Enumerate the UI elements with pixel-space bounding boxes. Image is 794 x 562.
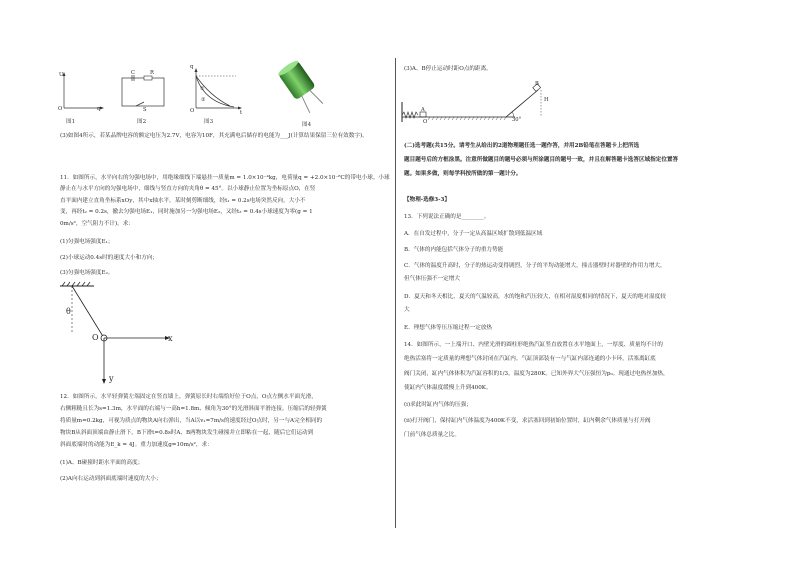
pendulum-y-axis: y bbox=[109, 374, 114, 383]
section-title: 【物理-选修3-3】 bbox=[404, 197, 450, 203]
q14-line: 14．如图所示，一上端开口、内壁光滑的圆柱形绝热汽缸竖直放置在水平地面上，一厚度、质量均不计的 bbox=[404, 342, 663, 348]
q14-line: 门前气体总质量之比。 bbox=[404, 432, 460, 438]
fig4-caption: 图4 bbox=[302, 122, 312, 128]
figure-1-graph bbox=[58, 70, 118, 120]
fig1-y-label: U bbox=[59, 72, 64, 78]
figure-3-graph bbox=[190, 66, 250, 116]
slope-label-o: O bbox=[423, 119, 428, 125]
q11-line: 变，再经t₂ = 0.2s，撤去匀强电场E₁，同时施加另一匀强电场E₂，又经t₃ = 0.4s小球速度为零(g = 1 bbox=[60, 209, 313, 215]
fig3-curve-2: ② bbox=[201, 97, 206, 103]
q11-line: 0m/s²，空气阻力不计)。求： bbox=[60, 221, 134, 227]
q13-option: E．理想气体等压压缩过程一定放热 bbox=[404, 325, 492, 331]
pendulum-origin: O bbox=[92, 333, 99, 342]
q12-line: 将质量m=0.2kg，可视为质点的物块A向右弹出，当A以v₁=7m/s的速度经过O点时，另一与A完全相同的 bbox=[60, 418, 323, 424]
elective-instruction: 题。如果多做，则每学科按所做的第一题计分。 bbox=[404, 171, 522, 177]
q14-line: (i)求此时缸内气体的压强； bbox=[404, 402, 472, 408]
slope-angle: 30° bbox=[512, 117, 522, 123]
q14-line: 使缸内气体温度缓慢上升到400K。 bbox=[404, 385, 492, 391]
q13-option: 大 bbox=[404, 307, 410, 313]
fig1-origin: O bbox=[58, 106, 63, 112]
fig2-c-label: C bbox=[131, 70, 135, 76]
fig3-y-label: q bbox=[190, 64, 194, 70]
q13-option: C．气体的温度升高时，分子的热运动变得剧烈，分子的平均动能增大，撞击器壁时对器壁的作用力增大， bbox=[404, 263, 666, 269]
q12-line: (1)A、B碰撞时距水平面的高度； bbox=[60, 460, 144, 466]
q14-line: 阀门关闭，缸内气体体积为汽缸容积的1/3，温度为280K。已知外界大气压强恒为p₀。现通过电热丝加热， bbox=[404, 371, 669, 377]
fig2-r-label: R bbox=[150, 70, 154, 76]
q13-stem: 13．下列说法正确的是________。 bbox=[404, 214, 490, 220]
fig3-origin: O bbox=[190, 108, 195, 114]
q14-line: (ii)打开阀门，保持缸内气体温度为400K不变，求活塞回到初始位置时，缸内剩余气体质量与打开阀 bbox=[404, 418, 651, 424]
q13-option: B．气体的内能包括气体分子的重力势能 bbox=[404, 247, 504, 253]
q11-line: (2)小球运动0.4s时的速度大小和方向； bbox=[60, 255, 159, 261]
slope-label-h: H bbox=[544, 97, 549, 103]
q13-option: A．在自发过程中，分子一定从高温区域扩散到低温区域 bbox=[404, 231, 543, 237]
elective-instruction: (二)选考题(共15分。请考生从给出的2道物理题任选一题作答，并用2B铅笔在答题卡上把所选 bbox=[404, 143, 640, 149]
q11-line: 直平面内建立直角坐标系xOy，其中x轴水平。某时刻剪断细线，经t₁ = 0.2s电场突然反向，大小不 bbox=[60, 198, 306, 204]
question-3-text: (3)如图4所示，若某品牌电容的额定电压为2.7V，电容为10F，其充满电后储存的电能为___J(计算结果保留三位有效数字)。 bbox=[60, 133, 368, 139]
fig3-curve-1: ① bbox=[200, 86, 205, 92]
q11-line: 静止在与水平方向的匀强电场中，细线与竖直方向的夹角θ = 45°。以小球静止位置为坐标原点O，在竖 bbox=[60, 186, 316, 192]
capacitor-image bbox=[268, 58, 328, 118]
pendulum-theta: θ bbox=[66, 307, 71, 316]
column-divider bbox=[395, 58, 396, 528]
q14-line: 绝热活塞将一定质量的理想气体封闭在汽缸内。气缸顶部装有一与气缸内部连通的小卡环，活塞离缸底 bbox=[404, 356, 656, 362]
q13-option: 但气体压强不一定增大 bbox=[404, 276, 460, 282]
q12-line: 12．如图所示，水平轻弹簧左端固定在竖直墙上，弹簧原长时右端恰好位于O点，O点左侧水平面光滑， bbox=[60, 394, 317, 400]
fig3-x-label: t bbox=[240, 110, 243, 116]
q12-line: (2)A向右运动到斜面底端时速度的大小； bbox=[60, 476, 162, 482]
fig1-x-label: q bbox=[97, 106, 101, 112]
fig2-caption: 图2 bbox=[137, 119, 147, 125]
q11-line: (1)匀强电场强度E₁； bbox=[60, 239, 114, 245]
q12-line: 物块B从斜面顶端由静止滑下，B下滑t=0.8s时A、B两物块发生碰撞并立即粘在一起，随后它们运动到 bbox=[60, 430, 314, 436]
q12-line: 斜面底端时的动能为E_k = 4J。重力加速度g=10m/s²，求： bbox=[60, 442, 213, 448]
q12-line: 右侧粗糙且长为s=1.3m，水平面的右端与一高h=1.8m、倾角为30°的光滑斜面平滑连接。压缩后的轻弹簧 bbox=[60, 406, 327, 412]
slope-label-b: B bbox=[535, 81, 539, 87]
elective-instruction: 题目题号后的方框涂黑。注意所做题目的题号必须与所涂题目的题号一致，并且在解答题卡选答区域指定位置答 bbox=[404, 157, 679, 163]
fig3-caption: 图3 bbox=[204, 119, 214, 125]
slope-label-a: A bbox=[421, 107, 425, 113]
fig2-s-label: S bbox=[143, 107, 147, 113]
q11-line: 11．如图所示，水平向右的匀强电场中，用绝缘细线下端悬挂一质量m = 1.0×10⁻⁴kg，电荷量q = +2.0×10⁻⁸C的带电小球。小球 bbox=[60, 175, 390, 181]
q11-line: (3)匀强电场强度E₂。 bbox=[60, 270, 114, 276]
figure-2-circuit bbox=[120, 76, 170, 110]
q12-part-3: (3)A、B停止运动时距O点的距离。 bbox=[404, 66, 492, 72]
fig1-caption: 图1 bbox=[66, 119, 76, 125]
q13-option: D．夏天和冬天相比，夏天的气温较高，水的饱和汽压较大，在相对湿度相同的情况下，夏天的绝对湿度较 bbox=[404, 294, 666, 300]
pendulum-x-axis: x bbox=[168, 334, 173, 343]
